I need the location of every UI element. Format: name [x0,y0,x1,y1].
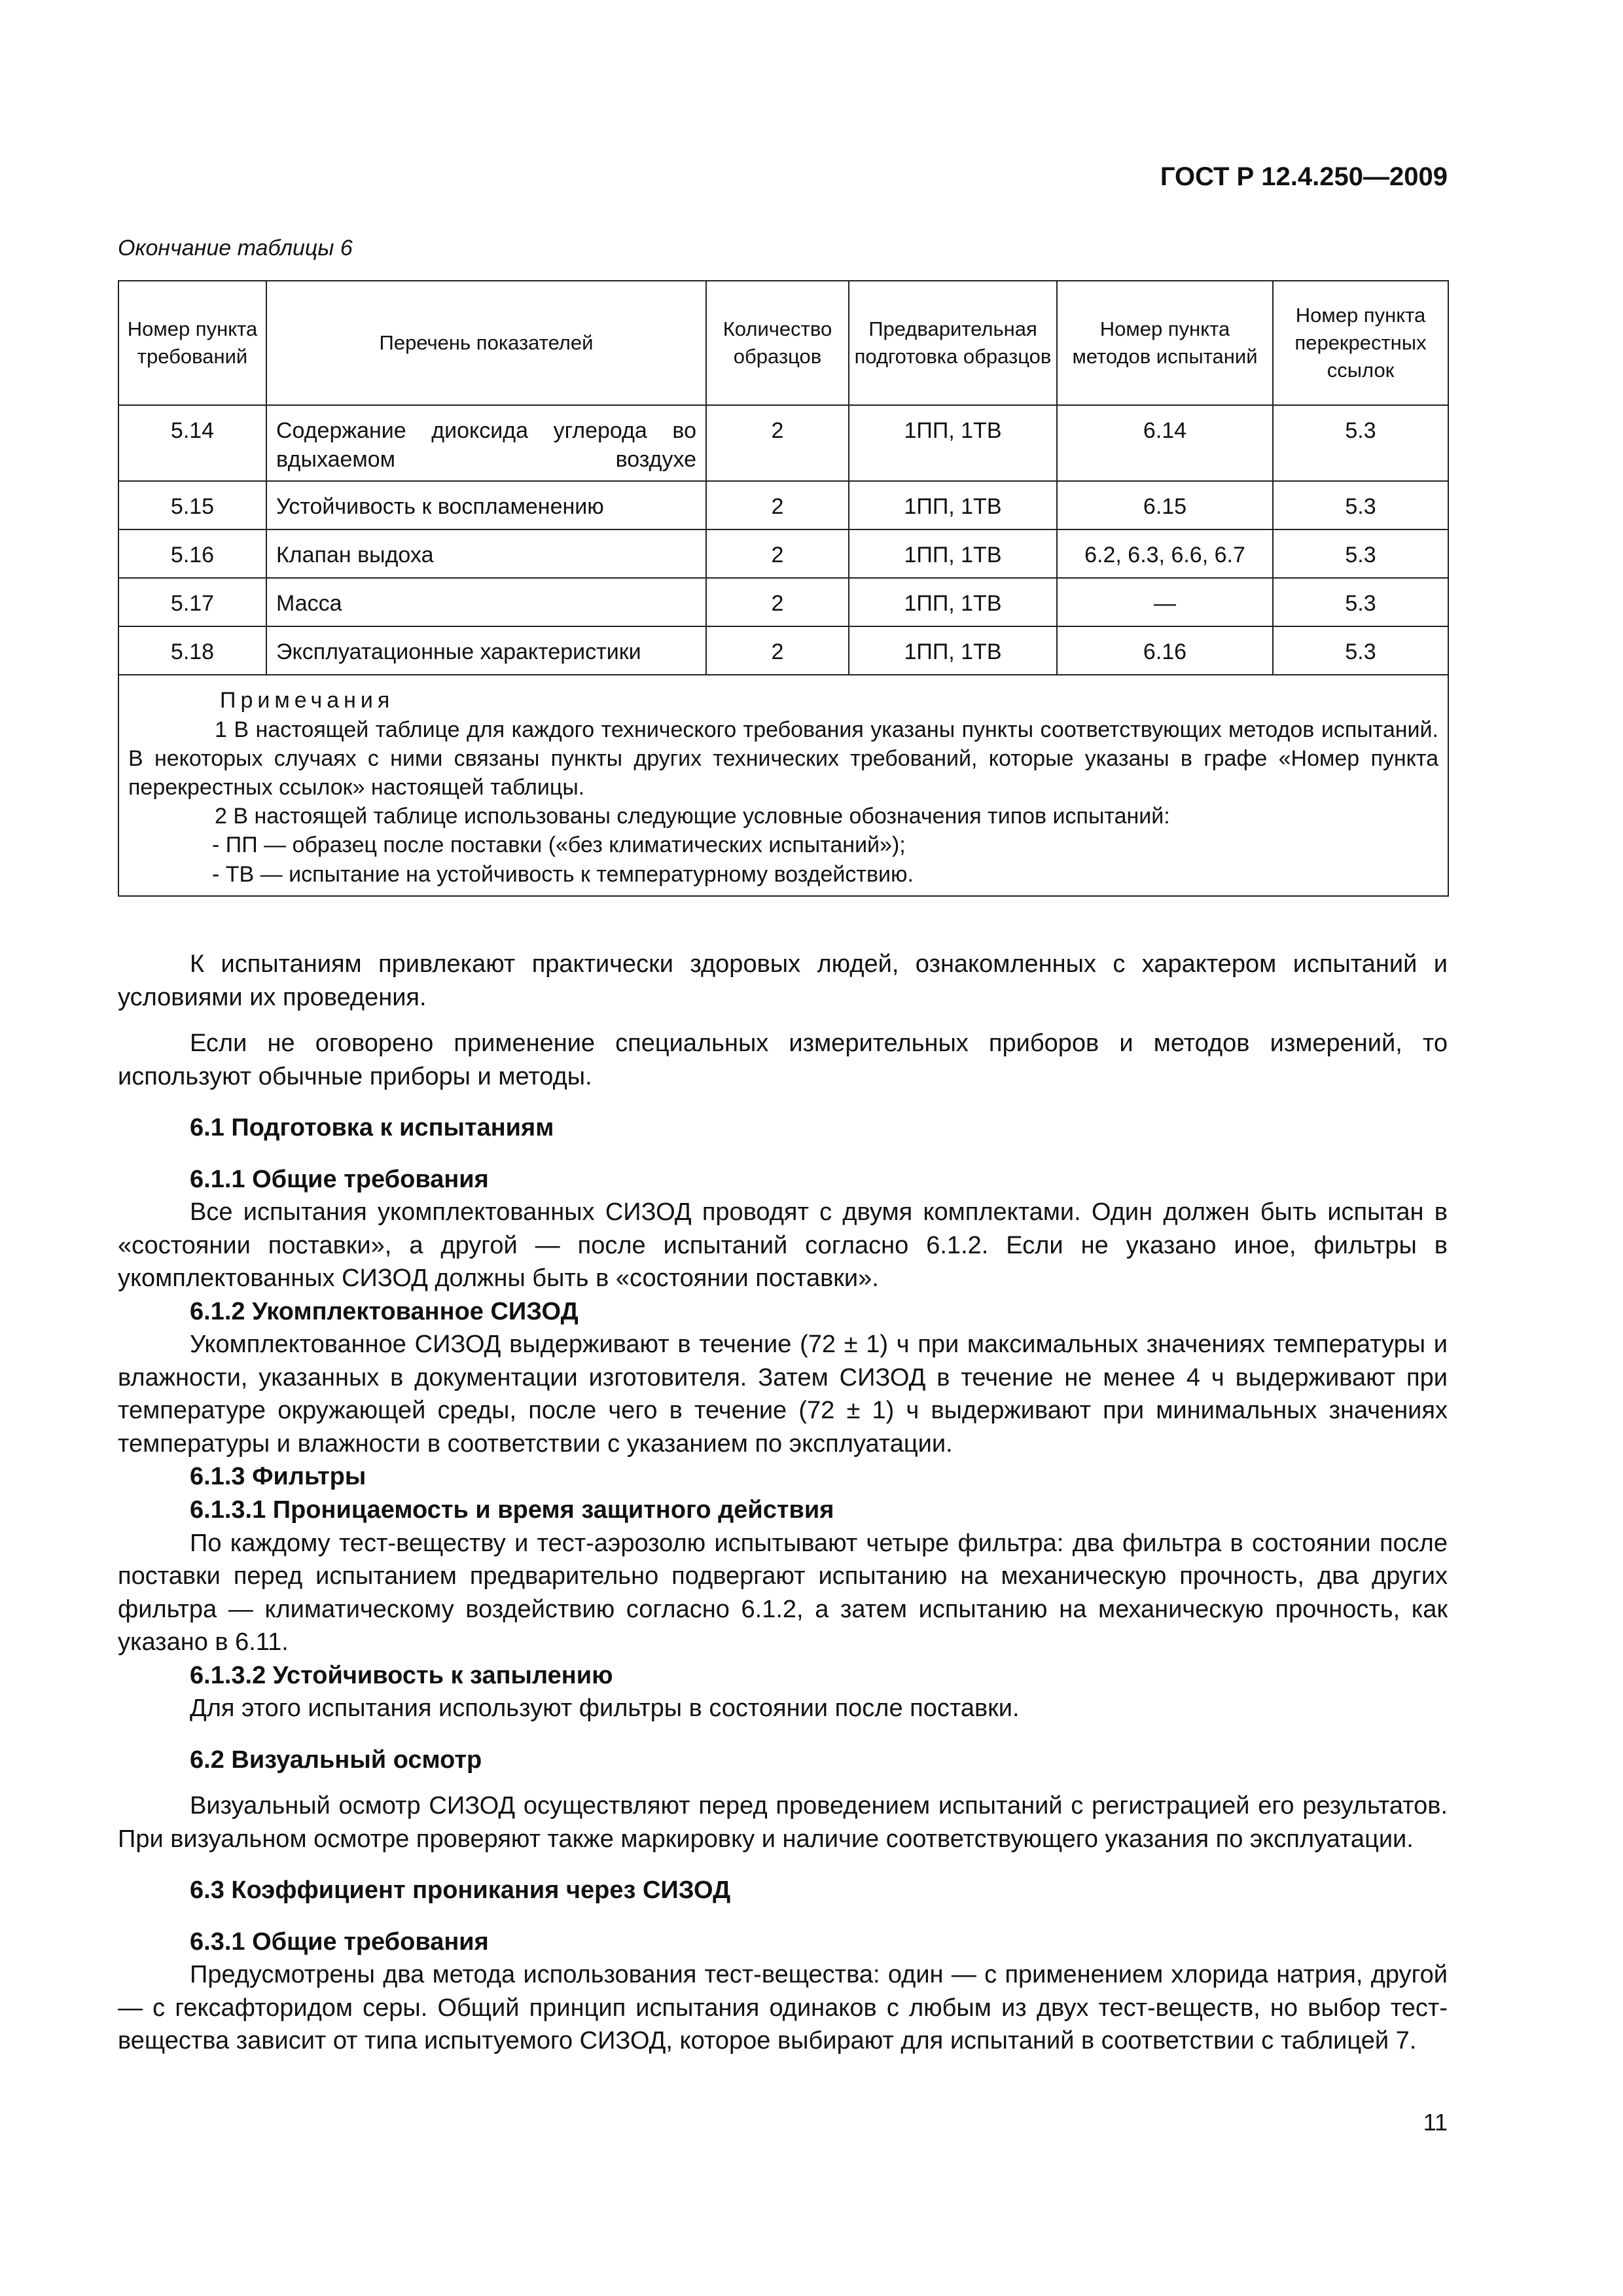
table-cell: 5.3 [1273,481,1448,529]
table-notes-row [118,675,1448,895]
table-row [118,481,1448,529]
table-cell: 2 [706,529,849,578]
table-cell: 1ПП, 1ТВ [849,578,1057,626]
table-notes [118,675,1448,895]
table-cell: 5.16 [118,529,266,578]
table-cell: 1ПП, 1ТВ [849,481,1057,529]
table-row [118,626,1448,675]
paragraph: Предусмотрены два метода использования тест-вещества: один — с применением хлорида натрия, другой — с гексафторидом серы. Общий принцип испытания одинаков с любым из двух тест-веществ, но выбор тест-вещества зависит от типа испытуемого СИЗОД, которое выбирают для испытаний в соответствии с таблицей 7. [118,1961,1448,2055]
subsection-heading: 6.3.1 Общие требования [190,1928,489,1956]
paragraph: Визуальный осмотр СИЗОД осуществляют перед проведением испытаний с регистрацией его результатов. При визуальном осмотре проверяют также маркировку и наличие соответствующего указания по эксплуатации. [118,1792,1448,1853]
table-header-row [118,281,1448,405]
page-number: 11 [1423,2109,1448,2136]
body-text [118,948,1448,2058]
note-2: 2 В настоящей таблице использованы следующие условные обозначения типов испытаний: [215,804,1170,829]
paragraph: Если не оговорено применение специальных измерительных приборов и методов измерений, то используют обычные приборы и методы. [118,1030,1448,1090]
table-cell: 5.3 [1273,405,1448,481]
table-cell: 2 [706,626,849,675]
header-cell: Номер пункта методов испытаний [1057,281,1273,405]
table-cell: Клапан выдоха [266,529,706,578]
note-1: 1 В настоящей таблице для каждого технического требования указаны пункты соответствующих методов испытаний. В некоторых случаях с ними связаны пункты других технических требований, которые указаны в графе «Номер пункта перекрестных ссылок» настоящей таблицы. [128,717,1438,800]
header-cell: Номер пункта перекрестных ссылок [1273,281,1448,405]
table-cell: 2 [706,405,849,481]
table-cell: 5.14 [118,405,266,481]
header-cell: Количество образцов [706,281,849,405]
section-heading: 6.3 Коэффициент проникания через СИЗОД [190,1876,731,1905]
table-cell: 5.3 [1273,529,1448,578]
subsection-heading: 6.1.1 Общие требования [190,1165,489,1193]
table-cell: 1ПП, 1ТВ [849,405,1057,481]
requirements-table [118,280,1449,897]
paragraph: К испытаниям привлекают практически здоровых людей, ознакомленных с характером испытаний и условиями их проведения. [118,950,1448,1011]
table-row [118,529,1448,578]
table-cell: 5.17 [118,578,266,626]
table-cell: 2 [706,578,849,626]
table-cell: 1ПП, 1ТВ [849,626,1057,675]
table-cell: 2 [706,481,849,529]
table-cell: — [1057,578,1273,626]
table-cell: 6.14 [1057,405,1273,481]
table-row [118,578,1448,626]
table-cell: Масса [266,578,706,626]
subsection-heading: 6.1.3 Фильтры [190,1463,366,1491]
table-cell: 1ПП, 1ТВ [849,529,1057,578]
table-cell: Устойчивость к воспламенению [266,481,706,529]
table-cell: 6.15 [1057,481,1273,529]
header-cell: Перечень показателей [266,281,706,405]
notes-title: Примечания [220,688,395,713]
section-heading: 6.1 Подготовка к испытаниям [190,1114,554,1142]
paragraph: Все испытания укомплектованных СИЗОД проводят с двумя комплектами. Один должен быть испытан в «состоянии поставки», а другой — после испытаний согласно 6.1.2. Если не указано иное, фильтры в укомплектованных СИЗОД должны быть в «состоянии поставки». [118,1198,1448,1293]
table-cell: 5.15 [118,481,266,529]
header-cell: Номер пункта требований [118,281,266,405]
subsection-heading: 6.1.3.1 Проницаемость и время защитного действия [190,1496,834,1524]
subsection-heading: 6.1.3.2 Устойчивость к запылению [190,1661,613,1689]
note-item-tv: - ТВ — испытание на устойчивость к температурному воздействию. [212,861,914,887]
table-cell: Содержание диоксида углерода во вдыхаемом воздухе [266,405,706,481]
table-cell: 5.3 [1273,626,1448,675]
table-row [118,405,1448,481]
table-cell: 5.3 [1273,578,1448,626]
table-cell: 6.2, 6.3, 6.6, 6.7 [1057,529,1273,578]
note-item-pp: - ПП — образец после поставки («без климатических испытаний»); [212,833,906,858]
paragraph: Для этого испытания используют фильтры в состоянии после поставки. [190,1695,1020,1723]
paragraph: По каждому тест-веществу и тест-аэрозолю испытывают четыре фильтра: два фильтра в состоянии после поставки перед испытанием предварительно подвергают испытанию на механическую прочность, два других фильтра — климатическому воздействию согласно 6.1.2, а затем испытанию на механическую прочность, как указано в 6.11. [118,1529,1448,1657]
table-cell: Эксплуатационные характеристики [266,626,706,675]
table-cell: 6.16 [1057,626,1273,675]
table-cell: 5.18 [118,626,266,675]
section-heading: 6.2 Визуальный осмотр [190,1746,482,1774]
table-caption: Окончание таблицы 6 [118,236,353,260]
paragraph: Укомплектованное СИЗОД выдерживают в течение (72 ± 1) ч при максимальных значениях температуры и влажности, указанных в документации изготовителя. Затем СИЗОД в течение не менее 4 ч выдерживают при температуре окружающей среды, после чего в течение (72 ± 1) ч выдерживают при минимальных значениях температуры и влажности в соответствии с указанием по эксплуатации. [118,1331,1448,1458]
header-cell: Предварительная подготовка образцов [849,281,1057,405]
subsection-heading: 6.1.2 Укомплектованное СИЗОД [190,1297,579,1325]
standard-code: ГОСТ Р 12.4.250—2009 [1160,162,1448,191]
